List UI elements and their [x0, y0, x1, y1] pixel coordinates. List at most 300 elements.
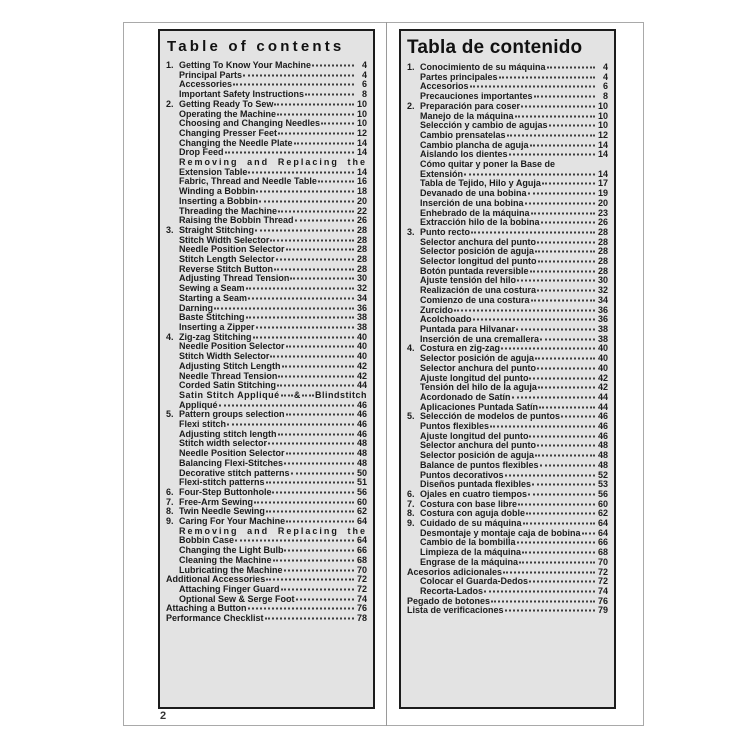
dot-leader: [490, 426, 595, 428]
toc-entry-number: 2.: [407, 100, 415, 111]
dot-leader: [512, 396, 595, 398]
toc-entry-label: Diseños puntada flexibles: [420, 479, 532, 490]
dot-leader: [582, 532, 595, 534]
dot-leader: [529, 581, 595, 583]
scanned-manual-page: [123, 22, 644, 726]
dot-leader: [295, 220, 354, 222]
toc-entry-page: 4: [361, 60, 367, 70]
toc-entry-label: Selector anchura del punto: [420, 362, 537, 373]
dot-leader: [547, 67, 595, 69]
toc-title-english: Table of contents: [167, 38, 345, 55]
toc-entry-page: 14: [356, 137, 367, 148]
toc-entry-page: 64: [597, 527, 608, 538]
dot-leader: [233, 84, 354, 86]
toc-entry-label: Selector posición de aguja: [420, 246, 535, 257]
dot-leader: [266, 511, 354, 513]
toc-entry-label: Inserting a Bobbin: [179, 195, 259, 206]
toc-entry-label: Costura en zig-zag: [420, 343, 501, 354]
dot-leader: [528, 493, 595, 495]
toc-entry-page: 74: [356, 593, 367, 604]
dot-leader: [537, 367, 595, 369]
toc-entry-label: Cuidado de su máquina: [420, 518, 522, 529]
toc-entry-page: 34: [356, 292, 367, 303]
toc-entry-label: Selector posición de aguja: [420, 353, 535, 364]
toc-entry-label: Selector anchura del punto: [420, 440, 537, 451]
toc-entry-number: 1.: [166, 60, 174, 70]
toc-entry-label: Drop Feed: [179, 147, 224, 158]
toc-entry-page: 70: [356, 564, 367, 575]
dot-leader: [266, 482, 354, 484]
toc-entry-page: 76: [356, 603, 367, 614]
dot-leader: [273, 559, 354, 561]
toc-entry-label: Satin Stitch Appliqué: [179, 389, 280, 400]
toc-entry-label: Stitch width selector: [179, 438, 268, 449]
toc-entry-page: 28: [597, 265, 608, 276]
dot-leader: [278, 375, 354, 377]
toc-entry-label: Tabla de Tejido, Hilo y Aguja: [420, 178, 541, 189]
toc-entry-number: 5.: [166, 409, 174, 420]
toc-entry-page: 76: [597, 595, 608, 606]
dot-leader: [561, 416, 595, 418]
toc-entry-page: 78: [356, 613, 367, 624]
dot-leader: [535, 358, 595, 360]
toc-entry-label: Stitch Width Selector: [179, 351, 270, 362]
dot-leader: [248, 171, 354, 173]
toc-entry-label: Attaching Finger Guard: [179, 583, 280, 594]
toc-entry-page: 22: [356, 205, 367, 216]
toc-entry-label: Free-Arm Sewing: [179, 496, 254, 507]
toc-entry-page: 70: [597, 556, 608, 567]
toc-entry-label: Decorative stitch patterns: [179, 467, 290, 478]
toc-entry-page: 14: [597, 149, 608, 160]
toc-entry-label: Colocar el Guarda-Dedos: [420, 576, 529, 587]
dot-leader: [526, 513, 595, 515]
toc-entry-number: 9.: [407, 518, 415, 529]
toc-entry-page: 66: [597, 537, 608, 548]
dot-leader: [286, 346, 354, 348]
toc-entry-label: Stitch Width Selector: [179, 234, 270, 245]
dot-leader: [530, 144, 595, 146]
toc-entry-label: Acesorios adicionales: [407, 566, 503, 577]
toc-entry-label: Zurcido: [420, 304, 453, 315]
toc-entry-page: 10: [356, 118, 367, 129]
dot-leader: [225, 152, 354, 154]
toc-entry-page: 42: [597, 382, 608, 393]
toc-entry-page: 72: [356, 574, 367, 585]
toc-entry-page: 17: [597, 178, 608, 189]
dot-leader: [523, 523, 595, 525]
toc-entry-label: Additional Accessories: [166, 574, 266, 585]
toc-entry-label: Removing and Replacing the: [179, 525, 367, 536]
toc-entry-page: 48: [356, 457, 367, 468]
toc-entry-label: Selector posición de aguja: [420, 450, 535, 461]
toc-entry-label: Extracción hilo de la bobina: [420, 217, 540, 228]
dot-leader: [540, 464, 595, 466]
toc-entry-label: Manejo de la máquina: [420, 110, 514, 121]
toc-entry-label: Straight Stitching: [179, 224, 254, 235]
toc-entry-page: 32: [597, 285, 608, 296]
sheet-page-number: 2: [160, 710, 167, 722]
toc-entry-label: Reverse Stitch Button: [179, 263, 274, 274]
toc-entry-label: Lubricating the Machine: [179, 564, 283, 575]
dot-leader: [284, 462, 354, 464]
toc-entry-page: 62: [597, 508, 608, 519]
toc-entry-page: 26: [356, 215, 367, 226]
toc-entry-label: Changing the Needle Plate: [179, 137, 293, 148]
toc-entry-page: 44: [597, 391, 608, 402]
toc-entry-page: 62: [356, 506, 367, 517]
toc-entry-page: 46: [597, 430, 608, 441]
dot-leader: [464, 173, 595, 175]
toc-entry-page: 64: [597, 518, 608, 529]
toc-entry-number: 7.: [166, 496, 174, 507]
dot-leader: [484, 590, 595, 592]
toc-entry-label: Puntos flexibles: [420, 421, 490, 432]
dot-leader: [470, 86, 595, 88]
toc-entry-page: 28: [356, 244, 367, 255]
toc-entry-label: Selector longitud del punto: [420, 256, 537, 267]
toc-entry-number: 8.: [166, 506, 174, 517]
toc-entry-page: 14: [356, 166, 367, 177]
toc-entry-label: Balance de puntos flexibles: [420, 459, 539, 470]
toc-entry-page: 28: [597, 256, 608, 267]
toc-row: [407, 606, 608, 616]
toc-entry-page: 10: [356, 98, 367, 109]
toc-entry-page: 38: [597, 323, 608, 334]
toc-entry-page: 12: [356, 127, 367, 138]
toc-entry-page: 36: [597, 304, 608, 315]
toc-entry-label: Cambio plancha de aguja: [420, 139, 529, 150]
toc-entry-label: Threading the Machine: [179, 205, 278, 216]
toc-entry-page: 38: [356, 312, 367, 323]
dot-leader: [540, 338, 595, 340]
toc-entry-page: 68: [597, 547, 608, 558]
toc-entry-label: Devanado de una bobina: [420, 188, 527, 199]
toc-entry-label: Corded Satin Stitching: [179, 380, 277, 391]
dot-leader: [531, 212, 595, 214]
toc-entry-number: 3.: [166, 224, 174, 235]
toc-entry-label: Pattern groups selection: [179, 409, 285, 420]
toc-entry-number: 9.: [166, 516, 174, 527]
dot-leader: [259, 200, 354, 202]
toc-entry-page: 46: [356, 428, 367, 439]
toc-entry-label: Baste Stitching: [179, 312, 245, 323]
dot-leader: [528, 193, 595, 195]
toc-entry-page: 64: [356, 516, 367, 527]
toc-entry-label: Precauciones importantes: [420, 91, 533, 102]
toc-entry-label: Winding a Bobbin: [179, 186, 256, 197]
toc-entry-number: 4.: [407, 343, 415, 354]
toc-entry-label: Costura con base libre: [420, 498, 518, 509]
toc-entry-page: 53: [597, 479, 608, 490]
dot-leader: [542, 183, 595, 185]
toc-entry-page: 42: [597, 372, 608, 383]
toc-entry-number: 2.: [166, 98, 174, 109]
toc-entry-label: Selección y cambio de agujas: [420, 120, 548, 131]
toc-entry-label: Inserción de una cremallera: [420, 333, 540, 344]
toc-entry-label: Tensión del hilo de la aguja: [420, 382, 537, 393]
dot-leader: [277, 385, 354, 387]
dot-leader: [274, 103, 354, 105]
dot-leader: [274, 268, 354, 270]
toc-entry-page: 48: [597, 440, 608, 451]
dot-leader: [532, 484, 595, 486]
dot-leader: [284, 569, 354, 571]
toc-entry-label: Caring For Your Machine: [179, 516, 286, 527]
toc-entry-label: Performance Checklist: [166, 613, 264, 624]
dot-leader: [268, 443, 354, 445]
toc-entry-label: Lista de verificaciones: [407, 605, 504, 616]
dot-leader: [284, 550, 354, 552]
toc-entry-label: Flexi-stitch patterns: [179, 477, 265, 488]
toc-entry-page: 28: [356, 234, 367, 245]
dot-leader: [505, 610, 595, 612]
dot-leader: [530, 270, 595, 272]
dot-leader: [515, 115, 595, 117]
dot-leader: [312, 65, 354, 67]
toc-entry-page: 46: [356, 409, 367, 420]
toc-entry-label: Stitch Length Selector: [179, 254, 275, 265]
toc-entry-label: Needle Position Selector: [179, 341, 285, 352]
dot-leader: [305, 94, 354, 96]
toc-entry-label: Recorta-Lados: [420, 585, 484, 596]
dot-leader: [507, 134, 595, 136]
toc-entry-label: Raising the Bobbin Thread: [179, 215, 294, 226]
toc-entry-label: Important Safety Instructions: [179, 89, 305, 100]
dot-leader: [219, 404, 355, 406]
toc-entry-label: Adjusting Stitch Length: [179, 360, 281, 371]
dot-leader: [272, 491, 354, 493]
toc-entry-page: 32: [356, 283, 367, 294]
toc-entry-page: 42: [356, 370, 367, 381]
toc-entry-label: Desmontaje y montaje caja de bobina: [420, 527, 581, 538]
toc-entry-label: Punto recto: [420, 226, 471, 237]
dot-leader: [538, 261, 596, 263]
toc-entry-page: 72: [597, 576, 608, 587]
toc-entry-page: 8: [602, 91, 608, 102]
dot-leader: [499, 76, 595, 78]
toc-entry-label: Extensión: [420, 168, 464, 179]
toc-entry-label: Needle Position Selector: [179, 448, 285, 459]
toc-spanish-box: [399, 29, 616, 709]
toc-entry-label: Operating the Machine: [179, 108, 277, 119]
toc-entry-page: 38: [597, 333, 608, 344]
toc-entry-label: Bobbin Case: [179, 535, 235, 546]
dot-leader: [539, 406, 595, 408]
toc-entry-label: Changing the Light Bulb: [179, 545, 284, 556]
dot-leader: [246, 288, 354, 290]
toc-entry-page: 10: [356, 108, 367, 119]
toc-entry-number: 1.: [407, 62, 415, 72]
dot-leader: [253, 336, 355, 338]
toc-entry-page: 74: [597, 585, 608, 596]
toc-entry-page: 46: [356, 399, 367, 410]
toc-entry-label: Ajuste longitud del punto: [420, 372, 529, 383]
toc-entry-page: 60: [597, 498, 608, 509]
toc-entry-page: 28: [597, 246, 608, 257]
toc-entry-page: 36: [597, 314, 608, 325]
dot-leader: [535, 251, 595, 253]
dot-leader: [256, 191, 354, 193]
toc-entry-page: 68: [356, 554, 367, 565]
dot-leader: [282, 365, 355, 367]
toc-entry-number: 4.: [166, 331, 174, 342]
dot-leader: [519, 561, 595, 563]
toc-entry-label: Extension Table: [179, 166, 248, 177]
dot-leader: [256, 326, 354, 328]
toc-entry-label: Sewing a Seam: [179, 283, 245, 294]
toc-entry-page: 12: [597, 129, 608, 140]
dot-leader: [254, 501, 354, 503]
dot-leader: [278, 210, 354, 212]
toc-entry-page: 4: [361, 69, 367, 80]
toc-rows-spanish: [407, 63, 608, 616]
toc-entry-page: 60: [356, 496, 367, 507]
toc-entry-label: Optional Sew & Serge Foot: [179, 593, 295, 604]
dot-leader: [509, 154, 595, 156]
toc-entry-page: 51: [356, 477, 367, 488]
toc-entry-label: Darning: [179, 302, 214, 313]
toc-entry-label: Inserción de una bobina: [420, 197, 524, 208]
toc-entry-page: 34: [597, 294, 608, 305]
dot-leader: [538, 387, 595, 389]
toc-entry-page: 50: [356, 467, 367, 478]
toc-entry-page: 42: [356, 360, 367, 371]
dot-leader: [517, 280, 595, 282]
dot-leader: [501, 348, 595, 350]
toc-entry-page: 56: [356, 486, 367, 497]
toc-entry-label: Choosing and Changing Needles: [179, 118, 321, 129]
dot-leader: [286, 414, 354, 416]
toc-entry-page: 4: [602, 71, 608, 82]
toc-entry-page: 40: [356, 341, 367, 352]
dot-leader: [281, 394, 293, 396]
toc-title-spanish: Tabla de contenido: [407, 37, 583, 58]
toc-entry-label: Acordonado de Satín: [420, 391, 511, 402]
toc-entry-label: Adjusting Thread Tension: [179, 273, 290, 284]
toc-entry-page: 38: [356, 321, 367, 332]
toc-entry-page: 18: [356, 186, 367, 197]
dot-leader: [505, 474, 595, 476]
toc-entry-label: Puntos decorativos: [420, 469, 504, 480]
dot-leader: [281, 588, 354, 590]
toc-entry-page: 40: [356, 351, 367, 362]
toc-entry-label: Comienzo de una costura: [420, 294, 530, 305]
toc-entry-page: 36: [356, 302, 367, 313]
toc-entry-page: 20: [597, 197, 608, 208]
toc-entry-page: 6: [361, 79, 367, 90]
toc-entry-page: 66: [356, 545, 367, 556]
toc-entry-page: 44: [597, 401, 608, 412]
toc-entry-page: 23: [597, 207, 608, 218]
toc-entry-page: 10: [597, 120, 608, 131]
dot-leader: [521, 105, 595, 107]
toc-entry-page: 8: [361, 89, 367, 100]
dot-leader: [270, 239, 354, 241]
dot-leader: [286, 249, 354, 251]
toc-entry-label: Costura con aguja doble: [420, 508, 526, 519]
toc-entry-page: 72: [356, 583, 367, 594]
toc-entry-label: Preparación para coser: [420, 100, 521, 111]
dot-leader: [471, 231, 595, 233]
dot-leader: [266, 579, 354, 581]
dot-leader: [522, 552, 595, 554]
toc-entry-number: 7.: [407, 498, 415, 509]
toc-entry-page: 52: [597, 469, 608, 480]
dot-leader: [302, 394, 314, 396]
toc-entry-label: Adjusting stitch length: [179, 428, 277, 439]
toc-entry-page: 14: [597, 168, 608, 179]
toc-entry-page: 46: [597, 421, 608, 432]
toc-entry-number: 5.: [407, 411, 415, 422]
dot-leader: [541, 222, 595, 224]
toc-entry-label: Acolchoado: [420, 314, 472, 325]
dot-leader: [321, 123, 354, 125]
dot-leader: [248, 608, 355, 610]
toc-entry-page: 10: [597, 110, 608, 121]
toc-entry-label: Flexi stitch: [179, 419, 227, 430]
dot-leader: [503, 571, 595, 573]
toc-entry-page: 28: [597, 226, 608, 237]
toc-entry-number: 3.: [407, 226, 415, 237]
toc-entry-label: Conocimiento de su máquina: [420, 62, 546, 72]
toc-entry-page: 64: [356, 535, 367, 546]
toc-entry-label: Twin Needle Sewing: [179, 506, 265, 517]
toc-entry-label: Selección de modelos de puntos: [420, 411, 561, 422]
toc-entry-number: 8.: [407, 508, 415, 519]
toc-entry-page: 40: [597, 343, 608, 354]
dot-leader: [491, 600, 595, 602]
toc-entry-page: 26: [597, 217, 608, 228]
toc-entry-number: 6.: [407, 488, 415, 499]
toc-entry-label: Zig-zag Stitching: [179, 331, 252, 342]
toc-entry-label: Ajuste longitud del punto: [420, 430, 529, 441]
toc-entry-page: 14: [597, 139, 608, 150]
toc-entry-page: 4: [602, 62, 608, 72]
dot-leader: [516, 328, 595, 330]
toc-entry-label: Selector anchura del punto: [420, 236, 537, 247]
toc-entry-page: 46: [597, 411, 608, 422]
toc-entry-label: Ojales en cuatro tiempos: [420, 488, 528, 499]
toc-entry-page: 28: [597, 236, 608, 247]
dot-leader: [270, 356, 354, 358]
toc-entry-page: 16: [356, 176, 367, 187]
toc-entry-label: &: [293, 389, 301, 400]
dot-leader: [549, 125, 595, 127]
toc-entry-label: Cambio de la bombilla: [420, 537, 516, 548]
toc-entry-label: Accesorios: [420, 81, 469, 92]
toc-entry-label: Accessories: [179, 79, 233, 90]
dot-leader: [214, 307, 354, 309]
dot-leader: [529, 377, 595, 379]
dot-leader: [277, 113, 354, 115]
toc-rows-english: [166, 61, 367, 624]
toc-row: [166, 614, 367, 624]
toc-entry-page: 79: [597, 605, 608, 616]
toc-entry-label: Fabric, Thread and Needle Table: [179, 176, 317, 187]
toc-entry-label: Attaching a Button: [166, 603, 247, 614]
dot-leader: [534, 96, 595, 98]
toc-entry-label: Limpieza de la máquina: [420, 547, 522, 558]
dot-leader: [537, 445, 595, 447]
toc-entry-label: Cómo quitar y poner la Base de: [420, 159, 556, 170]
toc-entry-label: Needle Thread Tension: [179, 370, 278, 381]
toc-entry-page: 28: [356, 224, 367, 235]
toc-entry-label: Appliqué: [179, 399, 218, 410]
dot-leader: [291, 472, 354, 474]
page-fold-divider: [386, 22, 387, 726]
toc-entry-label: Engrase de la máquina: [420, 556, 519, 567]
